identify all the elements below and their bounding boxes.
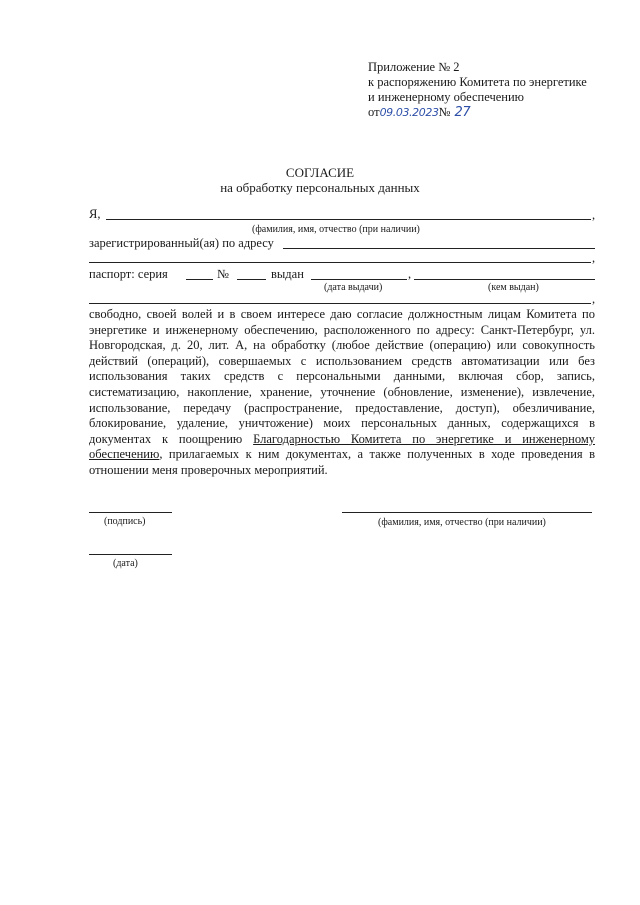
appendix-line-4 [368,105,587,120]
address-continuation-line[interactable] [89,262,591,263]
signature-line[interactable] [89,512,172,513]
handwritten-number: 27 [454,105,471,120]
issue-date-line[interactable] [311,279,407,280]
signer-fio-line[interactable] [342,512,592,513]
title-subheading: на обработку персональных данных [220,180,420,195]
appendix-from-label: от [368,105,380,119]
document-title [0,165,640,195]
appendix-line-1: Приложение № 2 [368,60,460,74]
title-heading: СОГЛАСИЕ [285,165,355,180]
handwritten-date: 09.03.2023 [379,106,439,119]
issued-label: выдан [271,267,304,281]
consent-text-part-1: свободно, своей волей и в своем интересе даю согласие должностным лицам Комитета по энергетике и инженерному обеспечению, расположенного по адресу: Санкт-Петербург, ул. Новгородская, д. 20, лит. А, на обработку (любое действие (операцию) или совокупность действий (операций), совершаемых с использованием средств автоматизации или без использования таких средств с персональными данными, включая сбор, запись, систематизацию, накопление, хранение, уточнение (обновление, изменение), извлечение, использование, передачу (распространение, предоставление, доступ), обезличивание, блокирование, удаление, уничтожение) моих персональных данных, содержащихся в документах к поощрению [89,307,595,446]
issued-by-comma: , [592,292,596,306]
signature-caption: (подпись) [104,516,146,527]
i-label: Я, [89,207,101,221]
fio-comma: , [592,208,596,222]
date-line[interactable] [89,554,172,555]
registered-label: зарегистрированный(ая) по адресу [89,236,274,250]
issued-by-continuation-line[interactable] [89,303,591,304]
issue-date-comma: , [408,267,412,281]
appendix-header [368,60,587,120]
consent-underlined-award: Благодарностью Комитета по энергетике и инженерному обеспечению [89,431,595,462]
issue-date-caption: (дата выдачи) [324,282,383,293]
issued-by-caption: (кем выдан) [488,282,539,293]
passport-label: паспорт: серия [89,267,168,281]
fio-caption: (фамилия, имя, отчество (при наличии) [252,224,420,235]
issued-by-line[interactable] [414,279,595,280]
signer-fio-caption: (фамилия, имя, отчество (при наличии) [378,517,546,528]
appendix-number-label: № [438,105,451,119]
address-field-line[interactable] [283,248,595,249]
appendix-line-3: и инженерному обеспечению [368,90,525,104]
appendix-line-2: к распоряжению Комитета по энергетике [368,75,587,89]
passport-number-label: № [217,267,229,281]
date-caption: (дата) [113,558,138,569]
consent-paragraph [89,307,595,479]
passport-series-line[interactable] [186,279,213,280]
passport-number-line[interactable] [237,279,266,280]
consent-text-part-2: , прилагаемых к ним документах, а также полученных в ходе проведения в отношении меня проверочных мероприятий. [89,447,595,477]
fio-field-line[interactable] [106,219,591,220]
address-comma: , [592,251,596,265]
